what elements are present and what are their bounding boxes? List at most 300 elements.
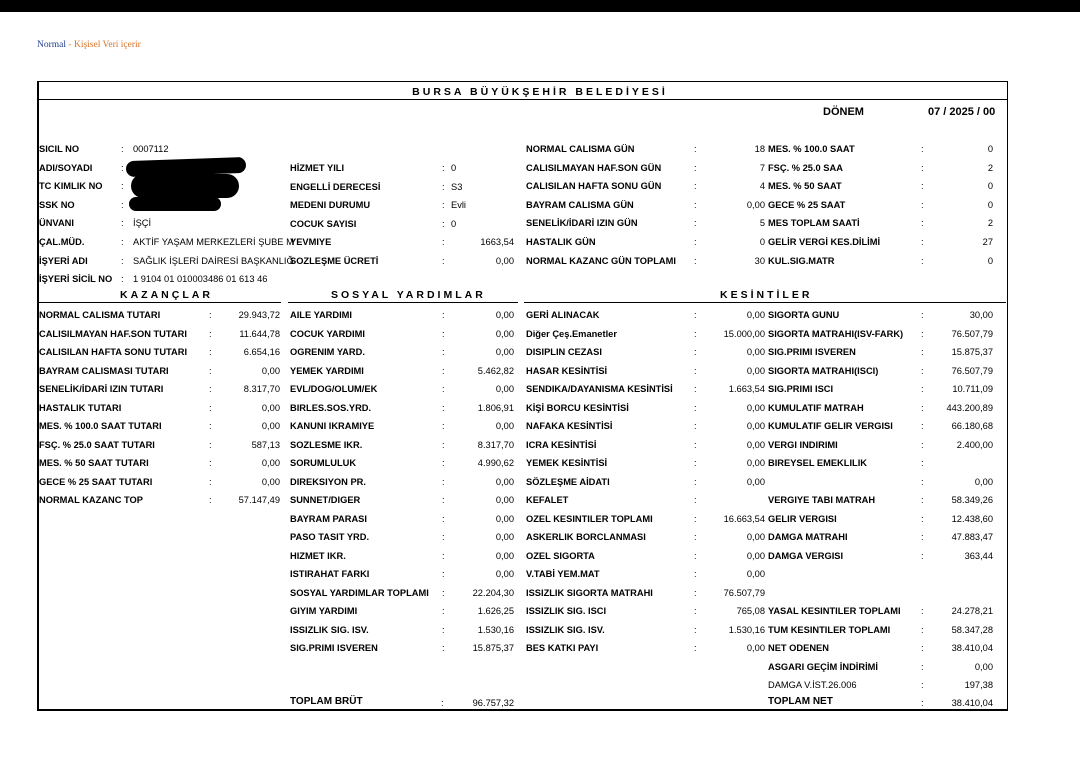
deduction-row-value: 15.000,00 bbox=[723, 328, 765, 339]
deduction-row-colon: : bbox=[694, 365, 697, 376]
hours-info-value: 0 bbox=[987, 199, 993, 210]
deduction-row-colon: : bbox=[694, 569, 697, 579]
social-aid-row-colon: : bbox=[442, 439, 445, 450]
social-aid-row-colon: : bbox=[442, 513, 445, 524]
social-aid-row-value: 0,00 bbox=[495, 476, 514, 487]
earning-row-label: MES. % 100.0 SAAT TUTARI bbox=[39, 421, 162, 431]
deduction-row-colon: : bbox=[694, 476, 697, 487]
classification-label bbox=[37, 40, 141, 50]
social-aid-row-colon: : bbox=[442, 532, 445, 542]
earning-row-colon: : bbox=[209, 476, 212, 487]
employee-info-label: SICIL NO bbox=[39, 144, 80, 154]
deduction-row-value: 1.530,16 bbox=[728, 624, 765, 635]
tax-summary-row-label: DAMGA V.İST.26.006 bbox=[768, 680, 857, 690]
employment-info-value: 1663,54 bbox=[480, 237, 514, 248]
employment-info-colon: : bbox=[442, 218, 445, 229]
employee-info-colon: : bbox=[121, 199, 124, 210]
deduction-row-label: ISSIZLIK SIG. ISV. bbox=[526, 624, 605, 635]
social-aid-row-colon: : bbox=[442, 476, 445, 487]
employment-info-label: COCUK SAYISI bbox=[290, 218, 357, 229]
hours-info-value: 0 bbox=[987, 144, 993, 154]
tax-summary-row-label: KUMULATIF GELIR VERGISI bbox=[768, 421, 893, 431]
employee-info-colon: : bbox=[121, 181, 124, 192]
employee-info-label: SSK NO bbox=[39, 199, 75, 210]
period-value: 07 / 2025 / 00 bbox=[928, 106, 996, 118]
tax-summary-row-label: TUM KESINTILER TOPLAMI bbox=[768, 624, 891, 635]
social-aid-row-colon: : bbox=[442, 569, 445, 579]
social-aid-row-label: COCUK YARDIMI bbox=[290, 328, 365, 339]
social-aid-row-label: PASO TASIT YRD. bbox=[290, 532, 370, 542]
employee-info-value: İŞÇİ bbox=[133, 218, 152, 229]
social-aid-row-label: KANUNI IKRAMIYE bbox=[290, 421, 375, 431]
earning-row-colon: : bbox=[209, 365, 212, 376]
social-aid-row-colon: : bbox=[442, 347, 445, 357]
deduction-row-label: HASAR KESİNTİSİ bbox=[526, 365, 608, 376]
earning-row-colon: : bbox=[209, 421, 212, 431]
social-aid-row-colon: : bbox=[442, 587, 445, 598]
tax-summary-row-colon: : bbox=[921, 310, 924, 320]
employment-info-colon: : bbox=[442, 181, 445, 192]
tax-summary-row-value: 47.883,47 bbox=[951, 532, 993, 542]
social-aid-row-value: 0,00 bbox=[495, 550, 514, 561]
tax-summary-row-colon: : bbox=[921, 476, 924, 487]
earning-row-label: HASTALIK TUTARI bbox=[39, 402, 122, 413]
tax-summary-row-label: DAMGA MATRAHI bbox=[768, 532, 848, 542]
social-aid-row-label: EVL/DOG/OLUM/EK bbox=[290, 384, 378, 394]
hours-info-value: 0 bbox=[987, 181, 993, 192]
tax-summary-row-colon: : bbox=[921, 495, 924, 505]
deduction-row-colon: : bbox=[694, 643, 697, 653]
tax-summary-row-colon: : bbox=[921, 384, 924, 394]
tax-summary-row-colon: : bbox=[921, 513, 924, 524]
workday-info-label: CALISILMAYAN HAF.SON GÜN bbox=[526, 162, 662, 173]
earning-row-colon: : bbox=[209, 384, 212, 394]
earning-row-label: CALISILMAYAN HAF.SON TUTARI bbox=[39, 328, 187, 339]
deduction-row-label: SÖZLEŞME AİDATI bbox=[526, 476, 610, 487]
social-aid-row-colon: : bbox=[442, 606, 445, 616]
earning-row-colon: : bbox=[209, 402, 212, 413]
title-divider bbox=[38, 99, 1007, 100]
workday-info-value: 4 bbox=[759, 181, 765, 192]
social-aid-row-value: 5.462,82 bbox=[477, 365, 514, 376]
deduction-row-colon: : bbox=[694, 624, 697, 635]
deduction-row-colon: : bbox=[694, 347, 697, 357]
deduction-row-label: DISIPLIN CEZASI bbox=[526, 347, 602, 357]
earning-row-value: 6.654,16 bbox=[243, 347, 280, 357]
deduction-row-label: V.TABİ YEM.MAT bbox=[526, 569, 600, 579]
deduction-row-colon: : bbox=[694, 495, 697, 505]
tax-summary-row-value: 10.711,09 bbox=[952, 384, 993, 394]
workday-info-label: CALISILAN HAFTA SONU GÜN bbox=[526, 181, 662, 192]
tax-summary-row-value: 2.400,00 bbox=[956, 439, 993, 450]
social-aid-row-colon: : bbox=[442, 458, 445, 468]
tax-summary-row-colon: : bbox=[921, 624, 924, 635]
social-aid-row-value: 0,00 bbox=[495, 421, 514, 431]
tax-summary-row-label: NET ODENEN bbox=[768, 643, 829, 653]
social-aid-row-value: 15.875,37 bbox=[472, 643, 514, 653]
employment-info-label: YEVMIYE bbox=[290, 237, 332, 248]
deduction-row-value: 16.663,54 bbox=[723, 513, 765, 524]
hours-info-label: MES. % 50 SAAT bbox=[768, 181, 842, 192]
employment-info-value: 0 bbox=[451, 163, 457, 173]
deduction-row-colon: : bbox=[694, 310, 697, 320]
tax-summary-row-label: SIG.PRIMI ISCI bbox=[768, 384, 834, 394]
earning-row-label: MES. % 50 SAAT TUTARI bbox=[39, 458, 149, 468]
employment-info-label: HİZMET YILI bbox=[290, 163, 345, 173]
social-aid-row-value: 1.626,25 bbox=[477, 606, 514, 616]
employment-info-colon: : bbox=[442, 237, 445, 248]
social-aid-row-colon: : bbox=[442, 624, 445, 635]
section-kesintiler: KESİNTİLER bbox=[720, 289, 813, 301]
hours-info-label: KUL.SIG.MATR bbox=[768, 255, 835, 266]
employee-info-label: TC KIMLIK NO bbox=[39, 181, 103, 192]
employee-info-label: İŞYERİ ADI bbox=[39, 255, 88, 266]
earning-row-value: 29.943,72 bbox=[238, 310, 280, 320]
social-aid-row-value: 0,00 bbox=[495, 532, 514, 542]
earning-row-value: 0,00 bbox=[261, 365, 280, 376]
employee-info-value: AKTİF YAŞAM MERKEZLERİ ŞUBE M bbox=[133, 237, 294, 247]
tax-summary-row-colon: : bbox=[921, 328, 924, 339]
tax-summary-row-value: 58.349,26 bbox=[951, 495, 993, 505]
hours-info-colon: : bbox=[921, 144, 924, 154]
earning-row-colon: : bbox=[209, 495, 212, 505]
tax-summary-row-colon: : bbox=[921, 550, 924, 561]
social-aid-row-label: SOSYAL YARDIMLAR TOPLAMI bbox=[290, 587, 429, 598]
deduction-row-label: SENDIKA/DAYANISMA KESİNTİSİ bbox=[526, 384, 673, 394]
deduction-row-colon: : bbox=[694, 587, 697, 598]
earning-row-label: GECE % 25 SAAT TUTARI bbox=[39, 476, 153, 487]
deduction-row-colon: : bbox=[694, 421, 697, 431]
deduction-row-label: OZEL KESINTILER TOPLAMI bbox=[526, 513, 653, 524]
workday-info-label: BAYRAM CALISMA GÜN bbox=[526, 199, 634, 210]
social-aid-row-value: 0,00 bbox=[495, 384, 514, 394]
tax-summary-row-colon: : bbox=[921, 532, 924, 542]
total-gross-value: 96.757,32 bbox=[472, 698, 514, 708]
earning-row-value: 0,00 bbox=[261, 476, 280, 487]
deduction-row-label: ASKERLIK BORCLANMASI bbox=[526, 532, 646, 542]
total-gross-colon: : bbox=[441, 698, 444, 708]
tax-summary-row-label: SIGORTA MATRAHI(ISCI) bbox=[768, 365, 879, 376]
hours-info-colon: : bbox=[921, 199, 924, 210]
tax-summary-row-colon: : bbox=[921, 643, 924, 653]
social-aid-row-colon: : bbox=[442, 328, 445, 339]
social-aid-row-label: BAYRAM PARASI bbox=[290, 513, 367, 524]
earning-row-value: 11.644,78 bbox=[239, 328, 280, 339]
tax-summary-row-value: 443.200,89 bbox=[946, 402, 993, 413]
tax-summary-row-value: 0,00 bbox=[974, 476, 993, 487]
employment-info-label: ENGELLİ DERECESİ bbox=[290, 181, 381, 192]
workday-info-colon: : bbox=[694, 218, 697, 229]
tax-summary-row-colon: : bbox=[921, 365, 924, 376]
workday-info-value: 0 bbox=[759, 237, 765, 247]
tax-summary-row-value: 15.875,37 bbox=[951, 347, 993, 357]
social-aid-row-colon: : bbox=[442, 421, 445, 431]
workday-info-value: 5 bbox=[759, 218, 765, 229]
social-aid-row-label: ISTIRAHAT FARKI bbox=[290, 569, 370, 579]
tax-summary-row-colon: : bbox=[921, 347, 924, 357]
tax-summary-row-label: YASAL KESINTILER TOPLAMI bbox=[768, 606, 901, 616]
employee-info-value: SAĞLIK İŞLERİ DAİRESİ BAŞKANLIĞ bbox=[133, 255, 294, 266]
tax-summary-row-value: 76.507,79 bbox=[951, 365, 993, 376]
hours-info-label: MES TOPLAM SAATİ bbox=[768, 218, 860, 229]
deduction-row-value: 0,00 bbox=[746, 347, 765, 357]
deduction-row-value: 0,00 bbox=[746, 550, 765, 561]
hours-info-value: 27 bbox=[982, 237, 993, 247]
classification-separator: - bbox=[66, 40, 74, 50]
earning-row-value: 57.147,49 bbox=[238, 495, 280, 505]
deduction-row-label: KEFALET bbox=[526, 495, 569, 505]
hours-info-value: 2 bbox=[987, 162, 993, 173]
tax-summary-row-label: GELIR VERGISI bbox=[768, 513, 837, 524]
deduction-row-colon: : bbox=[694, 458, 697, 468]
hours-info-colon: : bbox=[921, 181, 924, 192]
social-aid-row-value: 0,00 bbox=[495, 495, 514, 505]
earning-row-label: SENELİK/İDARİ IZIN TUTARI bbox=[39, 384, 164, 394]
earning-row-value: 8.317,70 bbox=[243, 384, 280, 394]
deduction-row-colon: : bbox=[694, 384, 697, 394]
deduction-row-label: Diğer Çeş.Emanetler bbox=[526, 328, 617, 339]
org-title: BURSA BÜYÜKŞEHİR BELEDİYESİ bbox=[412, 86, 668, 98]
deduction-row-value: 0,00 bbox=[746, 310, 765, 320]
tax-summary-row-value: 197,38 bbox=[964, 680, 993, 690]
deduction-row-value: 0,00 bbox=[746, 643, 765, 653]
employment-info-value: 0,00 bbox=[495, 256, 514, 266]
tax-summary-row-value: 38.410,04 bbox=[951, 643, 993, 653]
tax-summary-row-label: DAMGA VERGISI bbox=[768, 550, 844, 561]
section-kazanclar: KAZANÇLAR bbox=[120, 289, 213, 301]
earning-row-label: FSÇ. % 25.0 SAAT TUTARI bbox=[39, 439, 155, 450]
workday-info-colon: : bbox=[694, 181, 697, 192]
hours-info-label: GELİR VERGİ KES.DİLİMİ bbox=[768, 237, 881, 247]
hours-info-value: 2 bbox=[987, 218, 993, 229]
workday-info-colon: : bbox=[694, 144, 697, 154]
tax-summary-row-label: ASGARI GEÇİM İNDİRİMİ bbox=[768, 661, 879, 672]
social-aid-row-label: HIZMET IKR. bbox=[290, 550, 346, 561]
total-gross-label: TOPLAM BRÜT bbox=[290, 696, 363, 707]
social-aid-row-colon: : bbox=[442, 550, 445, 561]
deduction-row-value: 1.663,54 bbox=[728, 384, 765, 394]
earning-row-label: NORMAL CALISMA TUTARI bbox=[39, 310, 161, 320]
tax-summary-row-label: BIREYSEL EMEKLILIK bbox=[768, 458, 868, 468]
deduction-row-label: GERİ ALINACAK bbox=[526, 310, 600, 320]
employee-info-label: ÜNVANI bbox=[39, 218, 74, 229]
deduction-row-value: 0,00 bbox=[746, 365, 765, 376]
deduction-row-value: 0,00 bbox=[746, 458, 765, 468]
workday-info-value: 18 bbox=[754, 144, 765, 154]
employee-info-label: İŞYERİ SİCİL NO bbox=[39, 274, 113, 285]
workday-info-value: 7 bbox=[759, 162, 765, 173]
social-aid-row-value: 0,00 bbox=[495, 328, 514, 339]
employee-info-value: 0007112 bbox=[133, 144, 169, 154]
deduction-row-colon: : bbox=[694, 513, 697, 524]
tax-summary-row-value: 58.347,28 bbox=[951, 624, 993, 635]
tax-summary-row-colon: : bbox=[921, 606, 924, 616]
social-aid-row-colon: : bbox=[442, 384, 445, 394]
employment-info-colon: : bbox=[442, 200, 445, 211]
tax-summary-row-value: 363,44 bbox=[964, 550, 993, 561]
tax-summary-row-colon: : bbox=[921, 661, 924, 672]
employment-info-colon: : bbox=[442, 163, 445, 173]
tax-summary-row-label: VERGI INDIRIMI bbox=[768, 439, 838, 450]
earning-row-colon: : bbox=[209, 439, 212, 450]
social-aid-row-value: 1.806,91 bbox=[477, 402, 514, 413]
period-label: DÖNEM bbox=[823, 106, 864, 118]
social-aid-row-label: SUNNET/DIGER bbox=[290, 495, 361, 505]
deduction-row-colon: : bbox=[694, 550, 697, 561]
earning-row-value: 0,00 bbox=[261, 458, 280, 468]
hours-info-colon: : bbox=[921, 218, 924, 229]
social-aid-row-value: 0,00 bbox=[495, 513, 514, 524]
employee-info-colon: : bbox=[121, 274, 124, 285]
workday-info-colon: : bbox=[694, 162, 697, 173]
social-aid-row-value: 1.530,16 bbox=[477, 624, 514, 635]
employment-info-value: S3 bbox=[451, 181, 463, 192]
tax-summary-row-colon: : bbox=[921, 402, 924, 413]
earning-row-colon: : bbox=[209, 310, 212, 320]
earning-row-colon: : bbox=[209, 347, 212, 357]
social-aid-row-colon: : bbox=[442, 643, 445, 653]
earning-row-label: BAYRAM CALISMASI TUTARI bbox=[39, 365, 169, 376]
social-aid-row-colon: : bbox=[442, 310, 445, 320]
classification-note: Kişisel Veri içerir bbox=[73, 40, 141, 50]
tax-summary-row-label: SIGORTA GUNU bbox=[768, 310, 840, 320]
social-aid-row-value: 22.204,30 bbox=[472, 587, 514, 598]
workday-info-value: 30 bbox=[754, 255, 765, 266]
tax-summary-row-colon: : bbox=[921, 680, 924, 690]
workday-info-colon: : bbox=[694, 255, 697, 266]
deduction-row-label: ICRA KESİNTİSİ bbox=[526, 439, 597, 450]
employment-info-label: SOZLEŞME ÜCRETİ bbox=[290, 256, 379, 266]
deduction-row-value: 0,00 bbox=[746, 476, 765, 487]
employee-info-colon: : bbox=[121, 162, 124, 173]
social-aid-row-colon: : bbox=[442, 402, 445, 413]
tax-summary-row-label: VERGIYE TABI MATRAH bbox=[768, 495, 876, 505]
section-underline-kesintiler bbox=[524, 302, 1006, 303]
section-underline-kazanclar bbox=[39, 302, 281, 303]
deduction-row-colon: : bbox=[694, 532, 697, 542]
employee-info-colon: : bbox=[121, 144, 124, 154]
earning-row-label: CALISILAN HAFTA SONU TUTARI bbox=[39, 347, 188, 357]
employee-info-label: ADI/SOYADI bbox=[39, 162, 93, 173]
social-aid-row-value: 4.990,62 bbox=[477, 458, 514, 468]
redaction-ssk bbox=[129, 197, 221, 211]
hours-info-value: 0 bbox=[987, 255, 993, 266]
hours-info-label: GECE % 25 SAAT bbox=[768, 199, 846, 210]
deduction-row-value: 0,00 bbox=[746, 421, 765, 431]
employee-info-label: ÇAL.MÜD. bbox=[39, 237, 85, 247]
tax-summary-row-value: 66.180,68 bbox=[951, 421, 993, 431]
deduction-row-value: 0,00 bbox=[746, 402, 765, 413]
workday-info-label: NORMAL KAZANC GÜN TOPLAMI bbox=[526, 255, 676, 266]
earning-row-value: 0,00 bbox=[261, 402, 280, 413]
deduction-row-colon: : bbox=[694, 328, 697, 339]
employment-info-label: MEDENI DURUMU bbox=[290, 200, 371, 211]
social-aid-row-value: 0,00 bbox=[495, 569, 514, 579]
social-aid-row-colon: : bbox=[442, 495, 445, 505]
social-aid-row-label: SORUMLULUK bbox=[290, 458, 357, 468]
employment-info-colon: : bbox=[442, 256, 445, 266]
tax-summary-row-value: 24.278,21 bbox=[951, 606, 993, 616]
social-aid-row-label: GIYIM YARDIMI bbox=[290, 606, 358, 616]
social-aid-row-value: 8.317,70 bbox=[477, 439, 514, 450]
workday-info-label: SENELİK/İDARİ IZIN GÜN bbox=[526, 218, 638, 229]
deduction-row-value: 0,00 bbox=[746, 569, 765, 579]
tax-summary-row-value: 76.507,79 bbox=[951, 328, 993, 339]
social-aid-row-label: SIG.PRIMI ISVEREN bbox=[290, 643, 378, 653]
tax-summary-row-label: SIGORTA MATRAHI(ISV-FARK) bbox=[768, 328, 904, 339]
workday-info-label: NORMAL CALISMA GÜN bbox=[526, 144, 635, 154]
social-aid-row-colon: : bbox=[442, 365, 445, 376]
social-aid-row-label: SOZLESME IKR. bbox=[290, 439, 363, 450]
deduction-row-value: 765,08 bbox=[736, 606, 765, 616]
social-aid-row-label: BIRLES.SOS.YRD. bbox=[290, 402, 372, 413]
deduction-row-label: ISSIZLIK SIGORTA MATRAHI bbox=[526, 587, 653, 598]
hours-info-colon: : bbox=[921, 255, 924, 266]
deduction-row-label: YEMEK KESİNTİSİ bbox=[526, 458, 608, 468]
social-aid-row-label: ISSIZLIK SIG. ISV. bbox=[290, 624, 369, 635]
employment-info-value: Evli bbox=[451, 200, 466, 211]
deduction-row-colon: : bbox=[694, 606, 697, 616]
redaction-tc bbox=[131, 174, 239, 198]
top-black-bar bbox=[0, 0, 1080, 12]
earning-row-colon: : bbox=[209, 458, 212, 468]
deduction-row-label: ISSIZLIK SIG. ISCI bbox=[526, 606, 607, 616]
total-net-colon: : bbox=[921, 698, 924, 708]
social-aid-row-value: 0,00 bbox=[495, 347, 514, 357]
tax-summary-row-label: KUMULATIF MATRAH bbox=[768, 402, 864, 413]
workday-info-colon: : bbox=[694, 199, 697, 210]
social-aid-row-label: OGRENIM YARD. bbox=[290, 347, 365, 357]
deduction-row-colon: : bbox=[694, 402, 697, 413]
deduction-row-label: NAFAKA KESİNTİSİ bbox=[526, 421, 613, 431]
section-sosyal: SOSYAL YARDIMLAR bbox=[331, 289, 486, 301]
deduction-row-label: KİŞİ BORCU KESİNTİSİ bbox=[526, 402, 629, 413]
social-aid-row-value: 0,00 bbox=[495, 310, 514, 320]
employment-info-value: 0 bbox=[451, 218, 457, 229]
deduction-row-value: 0,00 bbox=[746, 532, 765, 542]
workday-info-value: 0,00 bbox=[746, 199, 765, 210]
total-net-value: 38.410,04 bbox=[951, 698, 993, 708]
hours-info-label: MES. % 100.0 SAAT bbox=[768, 144, 855, 154]
tax-summary-row-colon: : bbox=[921, 421, 924, 431]
earning-row-value: 0,00 bbox=[261, 421, 280, 431]
social-aid-row-label: DIREKSIYON PR. bbox=[290, 476, 366, 487]
tax-summary-row-colon: : bbox=[921, 439, 924, 450]
earning-row-value: 587,13 bbox=[251, 439, 280, 450]
employee-info-colon: : bbox=[121, 237, 124, 247]
earning-row-colon: : bbox=[209, 328, 212, 339]
deduction-row-colon: : bbox=[694, 439, 697, 450]
tax-summary-row-value: 12.438,60 bbox=[951, 513, 993, 524]
deduction-row-label: OZEL SIGORTA bbox=[526, 550, 595, 561]
employee-info-colon: : bbox=[121, 255, 124, 266]
social-aid-row-label: YEMEK YARDIMI bbox=[290, 365, 364, 376]
total-net-label: TOPLAM NET bbox=[768, 696, 833, 707]
tax-summary-row-value: 0,00 bbox=[974, 661, 993, 672]
deduction-row-label: BES KATKI PAYI bbox=[526, 643, 599, 653]
classification-level: Normal bbox=[37, 40, 67, 50]
employee-info-value: 1 9104 01 010003486 01 613 46 bbox=[133, 274, 268, 285]
section-underline-sosyal bbox=[288, 302, 518, 303]
tax-summary-row-label: SIG.PRIMI ISVEREN bbox=[768, 347, 856, 357]
tax-summary-row-colon: : bbox=[921, 458, 924, 468]
workday-info-label: HASTALIK GÜN bbox=[526, 237, 596, 247]
hours-info-colon: : bbox=[921, 162, 924, 173]
hours-info-label: FSÇ. % 25.0 SAA bbox=[768, 162, 843, 173]
tax-summary-row-value: 30,00 bbox=[969, 310, 993, 320]
deduction-row-value: 76.507,79 bbox=[723, 587, 765, 598]
employee-info-colon: : bbox=[121, 218, 124, 229]
